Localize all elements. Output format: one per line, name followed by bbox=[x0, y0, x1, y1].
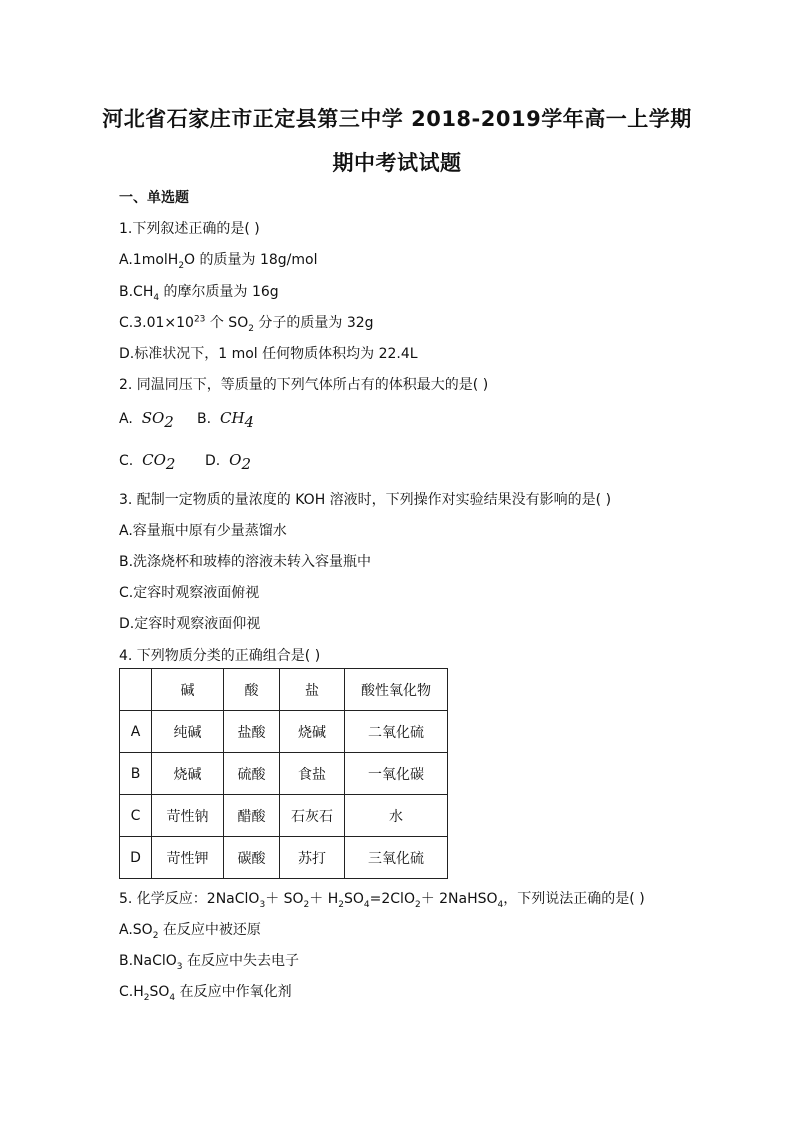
q5-stem: 5. 化学反应：2NaClO$_3$＋ $SO_2+ H_2SO_4=2ClO_2+$ 2NaHSO$_4$，下列说法正确的是( ) bbox=[119, 891, 645, 910]
q2-option-b: B. $CH_4$ bbox=[197, 409, 255, 431]
q5-option-a: $A.SO_2$ 在反应中被还原 bbox=[119, 922, 261, 941]
page-title-line-2: 期中考试试题 bbox=[332, 151, 462, 175]
table-header-cell: 盐 bbox=[280, 669, 345, 711]
q5-option-c: $C.H_2SO_4$ 在反应中作氧化剂 bbox=[119, 984, 292, 1003]
q1-option-b: $B.CH_4$ 的摩尔质量为 16g bbox=[119, 284, 279, 303]
table-cell: 苛性钾 bbox=[152, 837, 224, 879]
table-cell: 食盐 bbox=[280, 753, 345, 795]
table-row bbox=[120, 753, 448, 795]
q3-option-c: C.定容时观察液面俯视 bbox=[119, 585, 260, 601]
q5-option-b: B.NaClO$_3$ 在反应中失去电子 bbox=[119, 953, 299, 972]
table-cell: 一氧化碳 bbox=[345, 753, 448, 795]
table-cell: 石灰石 bbox=[280, 795, 345, 837]
q1-option-c: $C.3.01\times 10^{23}$ 个 $SO_2$ 分子的质量为 32g bbox=[119, 314, 374, 334]
q3-option-b: B.洗涤烧杯和玻棒的溶液未转入容量瓶中 bbox=[119, 554, 372, 570]
table-cell: 苏打 bbox=[280, 837, 345, 879]
table-header-cell bbox=[120, 669, 152, 711]
table-header-row bbox=[120, 669, 448, 711]
table-cell: 纯碱 bbox=[152, 711, 224, 753]
table-cell: 烧碱 bbox=[280, 711, 345, 753]
table-cell: D bbox=[120, 837, 152, 879]
table-cell: 苛性钠 bbox=[152, 795, 224, 837]
table-cell: A bbox=[120, 711, 152, 753]
q4-stem: 4. 下列物质分类的正确组合是( ) bbox=[119, 648, 321, 664]
q3-option-a: A.容量瓶中原有少量蒸馏水 bbox=[119, 523, 287, 539]
q3-option-d: D.定容时观察液面仰视 bbox=[119, 616, 261, 632]
q2-option-d: D. $O_2$ bbox=[205, 451, 251, 473]
table-cell: 碳酸 bbox=[224, 837, 280, 879]
table-cell: 盐酸 bbox=[224, 711, 280, 753]
q1-stem: 1.下列叙述正确的是( ) bbox=[119, 221, 260, 237]
table-header-cell: 酸性氧化物 bbox=[345, 669, 448, 711]
table-cell: B bbox=[120, 753, 152, 795]
table-row bbox=[120, 711, 448, 753]
table-cell: 三氧化硫 bbox=[345, 837, 448, 879]
table-row bbox=[120, 837, 448, 879]
q2-option-c: C. $CO_2$ bbox=[119, 451, 176, 473]
table-row bbox=[120, 795, 448, 837]
q2-option-a: A. $SO_2$ bbox=[119, 409, 174, 431]
q1-option-a: A.1molH$_2$O 的质量为 18g/mol bbox=[119, 252, 318, 271]
q2-stem: 2. 同温同压下，等质量的下列气体所占有的体积最大的是( ) bbox=[119, 377, 489, 393]
table-cell: 烧碱 bbox=[152, 753, 224, 795]
table-header-cell: 酸 bbox=[224, 669, 280, 711]
section-heading: 一、单选题 bbox=[119, 190, 189, 206]
table-cell: 水 bbox=[345, 795, 448, 837]
table-header-cell: 碱 bbox=[152, 669, 224, 711]
table-cell: C bbox=[120, 795, 152, 837]
table-cell: 硫酸 bbox=[224, 753, 280, 795]
table-cell: 二氧化硫 bbox=[345, 711, 448, 753]
page-title-line-1: 河北省石家庄市正定县第三中学 2018-2019学年高一上学期 bbox=[102, 107, 692, 131]
classification-table bbox=[119, 668, 448, 879]
q1-option-d: D.标准状况下，1 mol 任何物质体积均为 22.4L bbox=[119, 346, 418, 362]
q3-stem: 3. 配制一定物质的量浓度的 KOH 溶液时，下列操作对实验结果没有影响的是( ) bbox=[119, 492, 612, 508]
table-cell: 醋酸 bbox=[224, 795, 280, 837]
